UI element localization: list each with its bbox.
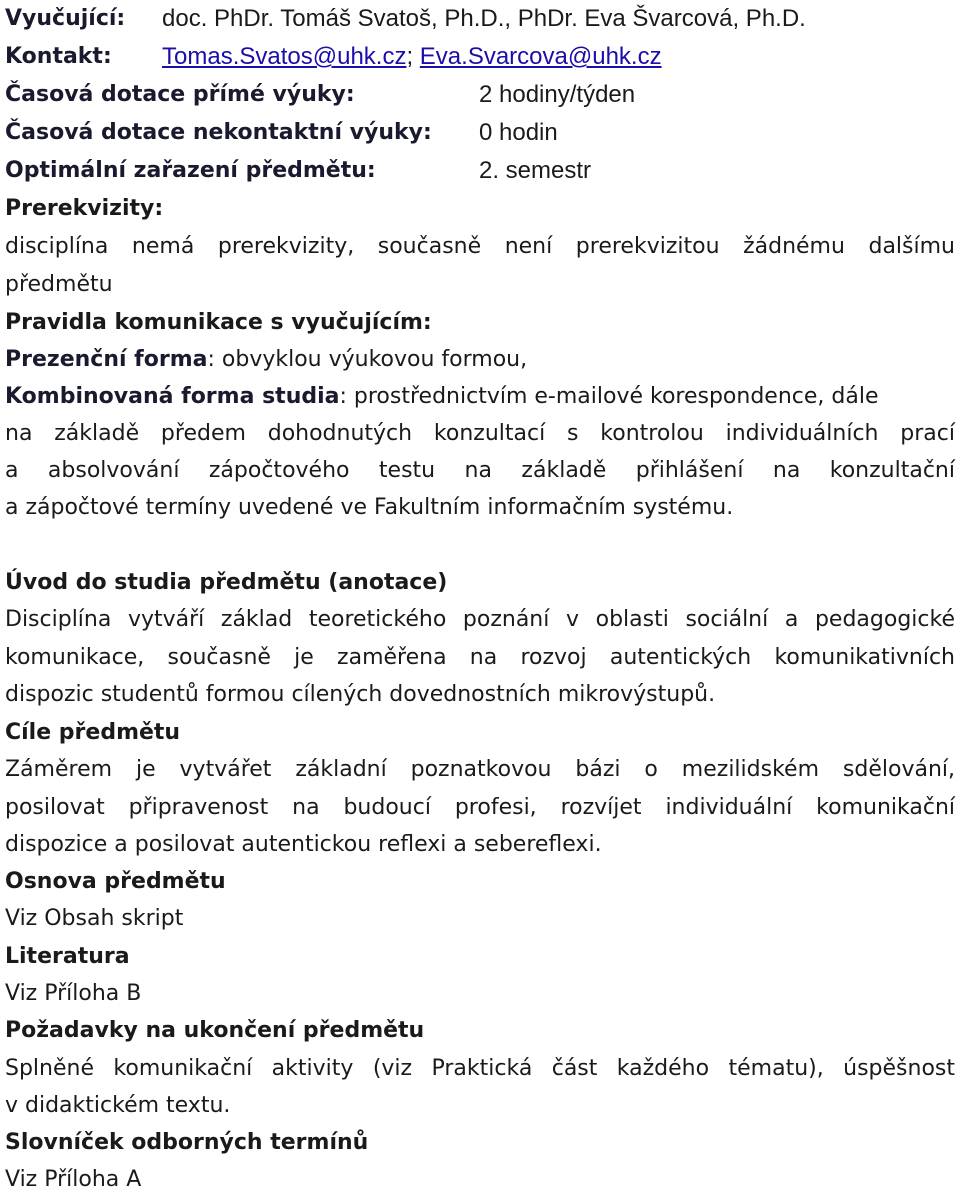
requirements-text-line-1: Splněné komunikační aktivity (viz Praktická část každého tématu), úspěšnost xyxy=(5,1056,955,1081)
combined-form-row xyxy=(5,382,879,412)
placement-row xyxy=(5,156,592,186)
email-link-svatos[interactable]: Tomas.Svatos@uhk.cz xyxy=(162,43,407,70)
noncontact-hours-row xyxy=(5,118,558,148)
annotation-text-line-1: Disciplína vytváří základ teoretického poznání v oblasti sociální a pedagogické xyxy=(5,607,955,632)
annotation-text-line-2: komunikace, současně je zaměřena na rozvoj autentických komunikativních xyxy=(5,645,955,670)
direct-hours-label: Časová dotace přímé výuky: xyxy=(5,82,355,107)
email-link-svarcova[interactable]: Eva.Svarcova@uhk.cz xyxy=(419,43,662,70)
combined-form-label: Kombinovaná forma studia xyxy=(5,384,340,409)
contact-label: Kontakt: xyxy=(5,44,112,69)
direct-hours-row xyxy=(5,80,636,110)
prerequisites-text-line-1: disciplína nemá prerekvizity, současně není prerekvizitou žádnému dalšímu xyxy=(5,234,955,259)
direct-hours-value: 2 hodiny/týden xyxy=(479,81,636,108)
literature-heading: Literatura xyxy=(5,944,130,969)
goals-text-line-3: dispozice a posilovat autentickou reflexi a sebereflexi. xyxy=(5,832,602,857)
teachers-row xyxy=(5,4,806,34)
teachers-label: Vyučující: xyxy=(5,6,126,31)
communication-heading: Pravidla komunikace s vyučujícím: xyxy=(5,310,432,335)
glossary-heading: Slovníček odborných termínů xyxy=(5,1130,369,1155)
outline-text: Viz Obsah skript xyxy=(5,906,184,931)
prerequisites-heading: Prerekvizity: xyxy=(5,196,164,221)
annotation-heading: Úvod do studia předmětu (anotace) xyxy=(5,570,448,595)
placement-label: Optimální zařazení předmětu: xyxy=(5,158,376,183)
glossary-text: Viz Příloha A xyxy=(5,1167,142,1192)
fulltime-form-label: Prezenční forma xyxy=(5,347,208,372)
noncontact-hours-value: 0 hodin xyxy=(479,119,558,146)
teachers-value: doc. PhDr. Tomáš Svatoš, Ph.D., PhDr. Eva Švarcová, Ph.D. xyxy=(162,5,806,32)
communication-text-line-4: a absolvování zápočtového testu na základě přihlášení na konzultační xyxy=(5,458,955,483)
fulltime-form-text: : obvyklou výukovou formou, xyxy=(207,347,528,372)
literature-text: Viz Příloha B xyxy=(5,981,142,1006)
prerequisites-text-line-2: předmětu xyxy=(5,272,113,297)
annotation-text-line-3: dispozic studentů formou cílených dovednostních mikrovýstupů. xyxy=(5,682,716,707)
communication-text-line-5: a zápočtové termíny uvedené ve Fakultním informačním systému. xyxy=(5,495,734,520)
noncontact-hours-label: Časová dotace nekontaktní výuky: xyxy=(5,120,432,145)
combined-form-text: : prostřednictvím e-mailové korespondence, dále xyxy=(339,384,879,409)
fulltime-form-row xyxy=(5,345,527,375)
requirements-text-line-2: v didaktickém textu. xyxy=(5,1093,231,1118)
goals-text-line-1: Záměrem je vytvářet základní poznatkovou bázi o mezilidském sdělování, xyxy=(5,757,955,782)
requirements-heading: Požadavky na ukončení předmětu xyxy=(5,1018,425,1043)
goals-heading: Cíle předmětu xyxy=(5,720,181,745)
contact-row xyxy=(5,42,662,72)
contact-separator: ; xyxy=(406,43,414,70)
outline-heading: Osnova předmětu xyxy=(5,869,226,894)
goals-text-line-2: posilovat připravenost na budoucí profesi, rozvíjet individuální komunikační xyxy=(5,795,955,820)
placement-value: 2. semestr xyxy=(479,157,592,184)
communication-text-line-3: na základě předem dohodnutých konzultací s kontrolou individuálních prací xyxy=(5,421,955,446)
